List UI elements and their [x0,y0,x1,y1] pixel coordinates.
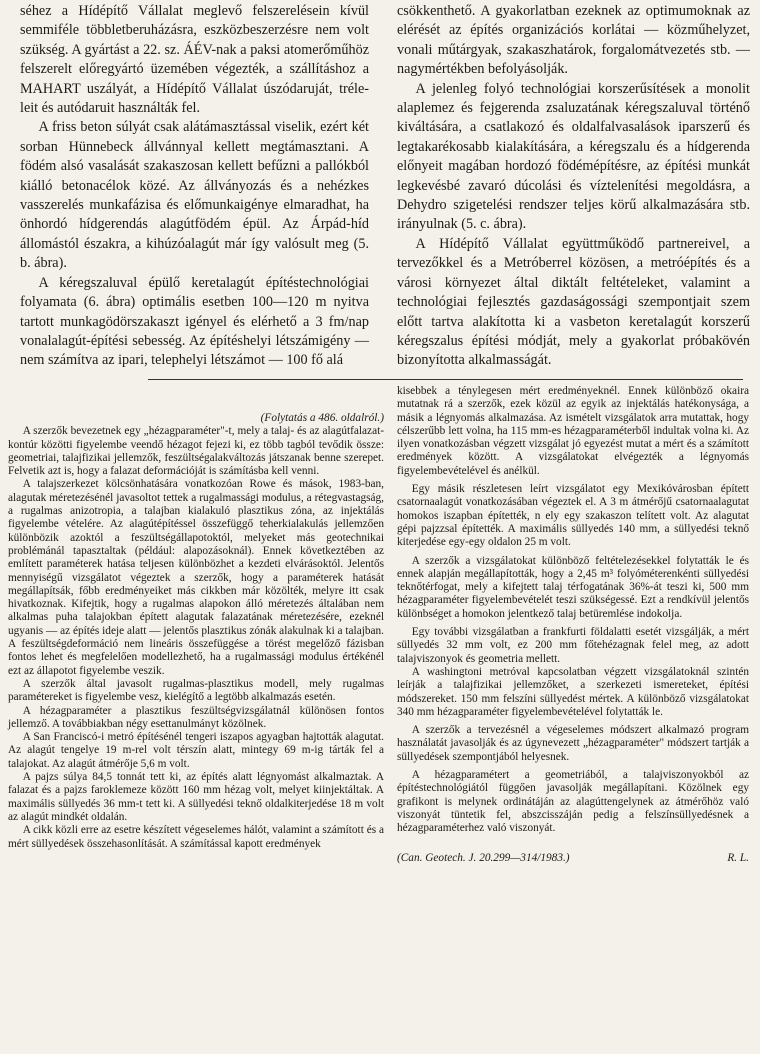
source-line [397,852,749,865]
paragraph: kisebbek a ténylegesen mért eredményeknél. Ennek különböző okaira mutatnak rá a szerzők, ezek közül az egyik az injektálás hatékonysága, a másik a légnyomás alkalmazása. Az ismételt vizsgálatok arra mutattak, hogy célszerűbb lett volna, ha 115 mm-es hézagparaméterből indultak volna ki. Az ilyen vonatkozásban végzett vizsgálat jó egyezést mutat a mért és a számított eredmények között. A vizsgálatokat elvégezték a légnyomás figyelembevételével és anélkül. [397,385,749,477]
paragraph: A hézagparamétert a geometriából, a talajviszonyokból az építéstechnológiától függően javasolják megállapítani. Közölnek egy grafikont is melynek ordinátáján az alagúttengelynek az átmérőhöz való viszonyát tüntetik fel, abszcisszáján pedig a felszínsüllyedésnek a hézagparaméterhez való viszonyát. [397,769,749,835]
paragraph: A talajszerkezet kölcsönhatására vonatkozóan Rowe és mások, 1983-ban, alagutak méretezésénél javasoltot tettek a rugalmassági modulus, a rétegvastagság, a rugalmas anizotropia, a talajban kialakuló plasztikus zóna, az injektálás figyelembe vételére. Az alagútépítéssel összefüggő teherkialakulás jellemzően különbözik azoktól a feszültségállapotoktól, melyeket más geotechnikai problémánál tapasztaltak (például: alapozásoknál). Ennek következtében az említett paraméterek hatása teljesen különbözhet a kezdeti elvárásoktól. Jelentős mennyiségű vizsgálatot végeztek a szerzők, hogy a paraméterek hatását megállapítsák, főbb eredményeiket más cikkben már közölték, melyre itt csak hivatkoznak. Kifejtik, hogy a rugalmas alapokon álló méretezés általában nem alkalmas puha talajokban épített alagutak falazatának méretezésére, ezeknél ugyanis — az építés ideje alatt — jelentős plasztikus zónák alakulnak ki a talajban. A feszültségdeformáció nem lineáris összefüggése a törést megelőző fázisban fontos lehet és megfelelően modellezhető, ha a rugalmassági modulus értékénél ezt az állapotot figyelembe veszik. [8,478,384,677]
paragraph: A szerzők a vizsgálatokat különböző feltételezésekkel folytatták le és ennek alapján megállapították, hogy a 2,45 m³ folyóméterenkénti süllyedési teknőtérfogat, mely a kifejtett talaj térfogatának 36%-át teszi ki, 500 mm hézagparaméter figyelembevételét teszi szükségessé. Ezt a rendkívül jelentős különbséget a homokon jelentkező talaj betüremlése indokolja. [397,554,749,620]
paragraph: Egy további vizsgálatban a frankfurti földalatti esetét vizsgálják, a mért süllyedés 32 mm volt, ez 200 mm főtehézagnak felel meg, az adott talajviszonyok és geometria mellett. [397,626,749,665]
paragraph: Egy másik részletesen leírt vizsgálatot egy Mexikóvárosban épített csatornaalagút vonatkozásában végeztek el. A 3 m átmérőjű csatornaalagutat homokos iszapban építették, n ely egy szakaszon telített volt. Az alagutat gépi pajzzsal építették. A maximális süllyedés 140 mm, a süllyedési teknő kiterjedése egy-egy oldalon 25 m volt. [397,483,749,549]
paragraph: csökkenthető. A gyakorlatban ezeknek az optimumoknak az elérését az építés organizációs korlátai — közműhelyzet, vonali műtárgyak, szakaszhatárok, forgalomátvezetés stb. — nagymértékben befolyásolják. [397,3,750,78]
source-citation: (Can. Geotech. J. 20.299—314/1983.) [397,851,570,864]
continuation-note: (Folytatás a 486. oldalról.) [260,412,384,424]
paragraph: A kéregszaluval épülő keretalagút építéstechnológiai folyamata (6. ábra) optimális esetben 100—120 m nyitva tartott munkagödörszakaszt igényel és elérhető a 3 fm/nap vonalalagút-építési sebesség. Az építéshelyi létszámigény — nem számítva az ipari, telephelyi létszámot — 100 fő alá [20,274,369,369]
paragraph: A cikk közli erre az esetre készített végeselemes hálót, valamint a számított és a mért süllyedések összehasonlítását. A számítással kapott eredmények [8,824,384,850]
paragraph: A szerzők bevezetnek egy „hézagparaméter"-t, mely a talaj- és az alagútfalazat-kontúr közötti figyelembe veendő hézagot fejezi ki, ez több tagból tevődik össze: geometriai, talajfizikai jellemzők, feszültségalakváltozás játszanak benne szerepet. Felvetik azt is, hogy a falazat deformációját is számításba kell venni. [8,425,384,478]
section-divider [148,379,743,380]
paragraph: A hézagparaméter a plasztikus feszültségvizsgálatnál különösen fontos jellemző. A továbbiakban négy esettanulmányt közölnek. [8,704,384,730]
bottom-article-left-column [8,412,384,851]
author-initials: R. L. [727,851,749,864]
top-article-left-column [20,2,369,371]
paragraph: A szerzők által javasolt rugalmas-plasztikus modell, mely rugalmas paramétereket is figyelembe vesz, kielégítő a legtöbb alkalmazás esetén. [8,677,384,704]
paragraph: A szerzők a tervezésnél a végeselemes módszert alkalmazó program használatát javasolják és az úgynevezett „hézagparaméter" módszert tartják a süllyedések szempontjából helyesnek. [397,724,749,763]
paragraph: A San Franciscó-i metró építésénél tengeri iszapos agyagban hajtották alagutat. Az alagút tengelye 19 m-rel volt térszín alatt, mintegy 69 m-ig tárták fel a talajokat. Az alagút átmérője 5,6 m volt. [8,731,384,770]
paragraph: A friss beton súlyát csak alátámasztással viselik, ezért két sorban Hünnebeck állvánnyal kellett megtámasztani. A födém alsó vasalását szakaszosan kellett befűzni a pallókból kiálló betonacélok közé. Az állványozás és a nehézkes vasszerelés munkafázisa és előmunkaigénye elmaradhat, ha önhordó hídgerendás alagútfödém épül. Az Árpád-híd állomástól északra, a kihúzóalagút már így valósult meg (5. b. ábra). [20,119,369,272]
paragraph: A washingtoni metróval kapcsolatban végzett vizsgálatoknál szintén leírják a talajfizikai jellemzőket, a szerkezeti ismereteket, építési módszereket. 150 mm felszíni süllyedést mértek. A különböző vizsgálatokat 340 mm hézagparaméter figyelembevételével folytatták le. [397,665,749,718]
paragraph: A Hídépítő Vállalat együttműködő partnereivel, a tervezőkkel és a Metróberrel közösen, a metróépítés és a városi környezet által diktált feltételeket, valamint a technológiai fejlesztés gazdaságossági szempontjait szem előtt tartva alakította ki a vasbeton keretalagút korszerű kéregszalus építési módját, mely a gyakorlat próbakövén bizonyította alkalmasságát. [397,235,750,369]
paragraph: séhez a Hídépítő Vállalat meglevő felszerelésein kívül semmiféle többletberuházásra, eszközbeszerzésre nem volt szükség. A gyártást a 22. sz. ÁÉV-nak a paksi atomerőműhöz felszerelt előregyártó üzemében végezték, a szállításhoz a MAHART uszályát, a Hídépítő Vállalat úszódaruját, tréle-leit és autódaruit használták fel. [20,3,369,117]
top-article-right-column [397,2,750,371]
paragraph: A jelenleg folyó technológiai korszerűsítések a monolit alaplemez és fejgerenda zsaluzatának kéregszaluval történő kiváltására, a csatlakozó és oldalfalvasalások iparszerű és legtakarékosabb kialakítására, a kéregszalu és a hídgerenda előnyeit magában hordozó födémépítésre, az építési munkát legkevésbé zavaró dúcolási és víztelenítési megoldásra, a Dehydro szigetelési rendszer teljes körű alkalmazására stb. irányulnak (5. c. ábra). [397,80,750,233]
bottom-article-right-column [397,385,749,865]
paragraph: A pajzs súlya 84,5 tonnát tett ki, az építés alatt légnyomást alkalmaztak. A falazat és a pajzs faroklemeze között 160 mm hézag volt, melyet kiinjektáltak. A maximális süllyedés 36 mm-t tett ki. A süllyedési teknő oldalkiterjedése 18 m volt az alagút mindkét oldalán. [8,771,384,823]
